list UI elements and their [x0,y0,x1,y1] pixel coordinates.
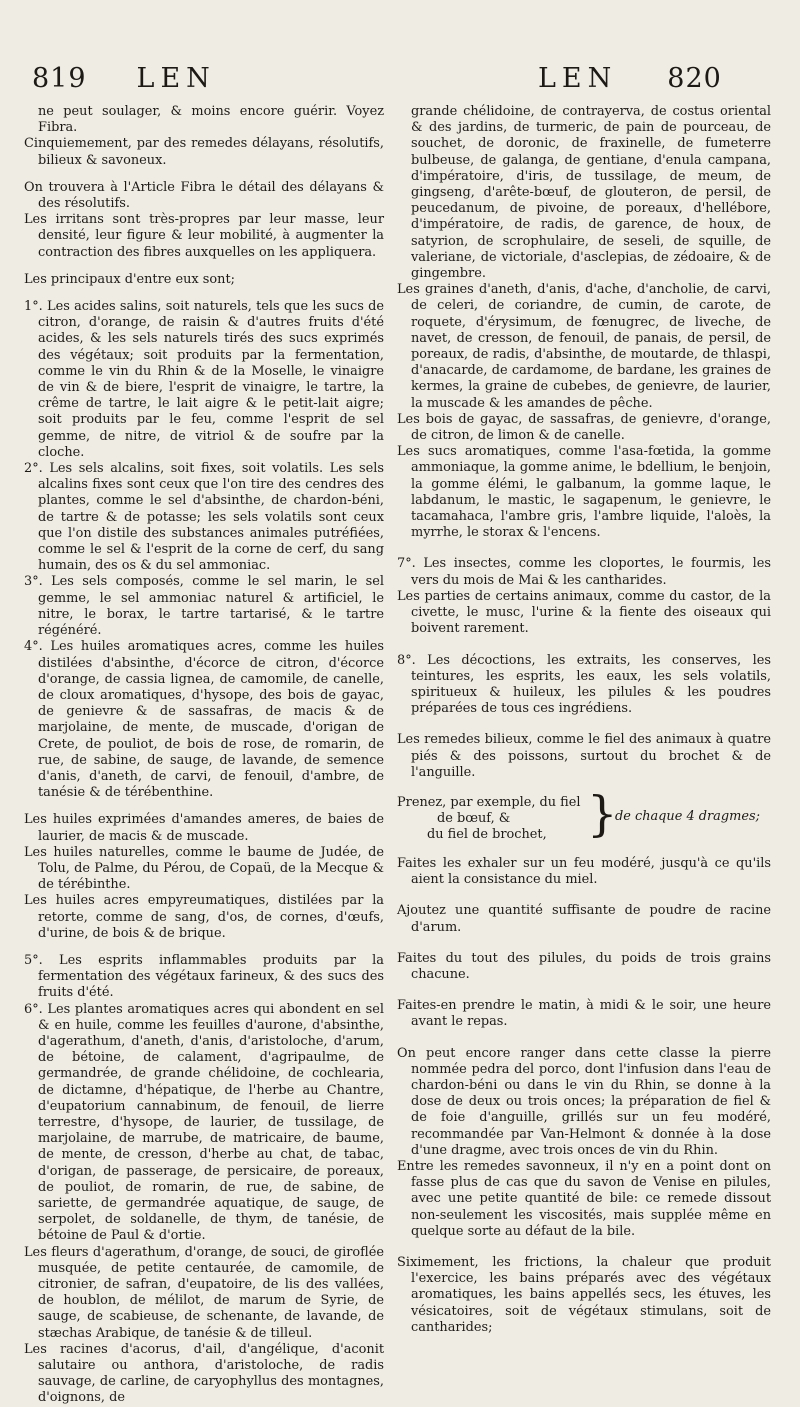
paragraph: 8°. Les décoctions, les extraits, les conserves, les teintures, les esprits, les eaux, les sels volatils, spiritueux & huileux, les pilules & les poudres préparées de tous ces ingrédiens. [397,652,771,717]
left-page-header [32,64,216,94]
paragraph: On peut encore ranger dans cette classe la pierre nommée pedra del porco, dont l'infusion dans l'eau de chardon-béni ou dans le vin du Rhin, se donne à la dose de deux ou trois onces; la préparation de fiel & de foie d'anguille, grillés sur un feu modéré, recommandée par Van-Helmont & donnée à la dose d'une dragme, avec trois onces de vin du Rhin. [397,1045,771,1158]
paragraph: Les huiles naturelles, comme le baume de Judée, de Tolu, de Palme, du Pérou, de Copaü, de la Mecque & de térébinthe. [24,844,384,893]
paragraph: Les huiles exprimées d'amandes ameres, de baies de laurier, de macis & de muscade. [24,812,384,844]
right-column-lower [397,856,771,1336]
paragraph: Siximement, les frictions, la chaleur que produit l'exercice, les bains préparés avec des végétaux aromatiques, les bains appellés secs, les étuves, les vésicatoires, soit de végétaux stimulans, soit de cantharides; [397,1254,771,1335]
paragraph: Faites du tout des pilules, du poids de trois grains chacune. [397,950,771,982]
paragraph: Cinquiemement, par des remedes délayans, résolutifs, bilieux & savoneux. [24,136,384,168]
paragraph: Les parties de certains animaux, comme du castor, de la civette, le musc, l'urine & la fiente des oiseaux qui boivent rarement. [397,588,771,637]
paragraph: grande chélidoine, de contrayerva, de costus oriental & des jardins, de turmeric, de pain de pourceau, de souchet, de doronic, de fraxinelle, de fumeterre bulbeuse, de galanga, de gentiane, d'enula campana, d'impératoire, d'iris, de tussilage, de meum, de gingseng, d'arête-bœuf, de glouteron, de persil, de peucedanum, de pivoine, de poreaux, d'hellébore, d'impératoire, de radis, de garence, de houx, de satyrion, de scrophulaire, de seseli, de squille, de valeriane, de victoriale, d'asclepias, de zédoaire, & de gingembre. [411,104,771,282]
right-page-number: 820 [667,63,722,94]
paragraph: 1°. Les acides salins, soit naturels, tels que les sucs de citron, d'orange, de raisin & d'autres fruits d'été acides, & les sels naturels tirés des sucs exprimés des végétaux; soit produits par la fermentation, comme le vin du Rhin & de la Moselle, le vinaigre de vin & de biere, l'esprit de vinaigre, le tartre, la crême de tartre, le lait aigre & le petit-lait aigre; soit produits par le feu, comme l'esprit de sel gemme, de nitre, de vitriol & de soufre par la cloche. [24,299,384,460]
formula-brace: } [587,785,618,842]
paragraph: Les sucs aromatiques, comme l'asa-fœtida, la gomme ammoniaque, la gomme anime, le bdellium, le benjoin, la gomme élémi, le galbanum, la gomme laque, le labdanum, le mastic, le sagapenum, le genievre, le tacamahaca, l'ambre gris, l'ambre liquide, l'aloès, la myrrhe, le storax & l'encens. [397,444,771,541]
formula-ingredients [397,795,582,844]
formula-dose: de chaque 4 dragmes; [615,808,760,824]
paragraph: 6°. Les plantes aromatiques acres qui abondent en sel & en huile, comme les feuilles d'aurone, d'absinthe, d'agerathum, d'aneth, d'anis, d'aristoloche, d'arum, de bétoine, de calament, d'agripaulme, de germandrée, de grande chélidoine, de cochlearia, de dictamne, d'hépatique, de l'herbe au Chantre, d'eupatorium cannabinum, de fenouil, de lierre terrestre, d'hysope, de laurier, de tussilage, de marjolaine, de marrube, de matricaire, de baume, de mente, de cresson, d'herbe au chat, de tabac, d'origan, de passerage, de persicaire, de poreaux, de pouliot, de romarin, de rue, de sabine, de sariette, de germandrée aquatique, de sauge, de serpolet, de soldanelle, de thym, de tanésie, de bétoine de Paul & d'ortie. [24,1001,384,1244]
formula-line-3: du fiel de brochet, [427,827,547,843]
left-running-head: LEN [136,63,216,94]
paragraph: 5°. Les esprits inflammables produits par la fermentation des végétaux farineux, & des sucs des fruits d'été. [24,952,384,1001]
paragraph: Les principaux d'entre eux sont; [24,271,235,287]
right-text-column [397,104,771,1336]
paragraph: ne peut soulager, & moins encore guérir. Voyez Fibra. [38,104,384,136]
paragraph: Les huiles acres empyreumatiques, distilées par la retorte, comme de sang, d'os, de cornes, d'œufs, d'urine, de bois & de brique. [24,893,384,941]
paragraph: Faites-en prendre le matin, à midi & le soir, une heure avant le repas. [397,998,771,1030]
paragraph: Les racines d'acorus, d'ail, d'angélique, d'aconit salutaire ou anthora, d'aristoloche, de radis sauvage, de carline, de caryophyllus des montagnes, d'oignons, de [24,1341,384,1406]
left-text-column [24,104,384,1407]
paragraph: 7°. Les insectes, comme les cloportes, le fourmis, les vers du mois de Mai & les cantharides. [397,556,771,588]
paragraph: Les graines d'aneth, d'anis, d'ache, d'ancholie, de carvi, de celeri, de coriandre, de cumin, de carote, de roquete, d'érysimum, de fœnugrec, de liveche, de navet, de cresson, de fenouil, de panais, de persil, de poreaux, de radis, d'absinthe, de moutarde, de thlaspi, d'anacarde, de cardamome, de bardane, les graines de kermes, la graine de cubebes, de genievre, de laurier, la muscade & les amandes de pêche. [397,282,771,411]
right-running-head: LEN [538,63,618,94]
paragraph: Faites les exhaler sur un feu modéré, jusqu'à ce qu'ils aient la consistance du miel. [397,855,771,888]
paragraph: Ajoutez une quantité suffisante de poudre de racine d'arum. [397,903,771,935]
paragraph: Les bois de gayac, de sassafras, de genievre, d'orange, de citron, de limon & de canelle. [397,411,771,444]
right-column-upper [397,104,771,781]
recipe-formula [397,785,771,845]
paragraph: Les remedes bilieux, comme le fiel des animaux à quatre piés & des poissons, surtout du brochet & de l'anguille. [397,732,771,780]
paragraph: 3°. Les sels composés, comme le sel marin, le sel gemme, le sel ammoniac naturel & artificiel, le nitre, le borax, le tartre tartarisé, & le tartre régénéré. [24,574,384,639]
paragraph: Entre les remedes savonneux, il n'y en a point dont on fasse plus de cas que du savon de Venise en pilules, avec une petite quantité de bile: ce remede dissout non-seulement les viscosités, mais supplée même en quelque sorte au défaut de la bile. [397,1158,771,1239]
paragraph: Les irritans sont très-propres par leur masse, leur densité, leur figure & leur mobilité, à augmenter la contraction des fibres auxquelles on les appliquera. [24,212,384,260]
formula-line-1: Prenez, par exemple, du fiel [397,794,581,810]
right-page-header [538,64,722,94]
paragraph: 4°. Les huiles aromatiques acres, comme les huiles distilées d'absinthe, d'écorce de citron, d'écorce d'orange, de cassia lignea, de camomile, de canelle, de cloux aromatiques, d'hysope, des bois de gayac, de genievre & de sassafras, de macis & de marjolaine, de mente, de muscade, d'origan de Crete, de pouliot, de bois de rose, de romarin, de rue, de sabine, de sauge, de lavande, de semence d'anis, d'aneth, de carvi, de fenouil, d'ambre, de tanésie & de térébenthine. [24,639,384,801]
paragraph: Les fleurs d'agerathum, d'orange, de souci, de giroflée musquée, de petite centaurée, de camomile, de citronier, de safran, d'eupatoire, de lis des vallées, de houblon, de mélilot, de marum de Syrie, de sauge, de scabieuse, de schenante, de lavande, de stæchas Arabique, de tanésie & de tilleul. [24,1244,384,1341]
formula-line-2: de bœuf, & [437,811,511,827]
left-page-number: 819 [32,63,87,94]
paragraph: 2°. Les sels alcalins, soit fixes, soit volatils. Les sels alcalins fixes sont ceux que l'on tire des cendres des plantes, comme le sel d'absinthe, de chardon-béni, de tartre & de potasse; les sels volatils sont ceux que l'on distile des substances animales putréfiées, comme le sel & l'esprit de la corne de cerf, du sang humain, des os & du sel ammoniac. [24,461,384,574]
paragraph: On trouvera à l'Article Fibra le détail des délayans & des résolutifs. [24,179,384,212]
